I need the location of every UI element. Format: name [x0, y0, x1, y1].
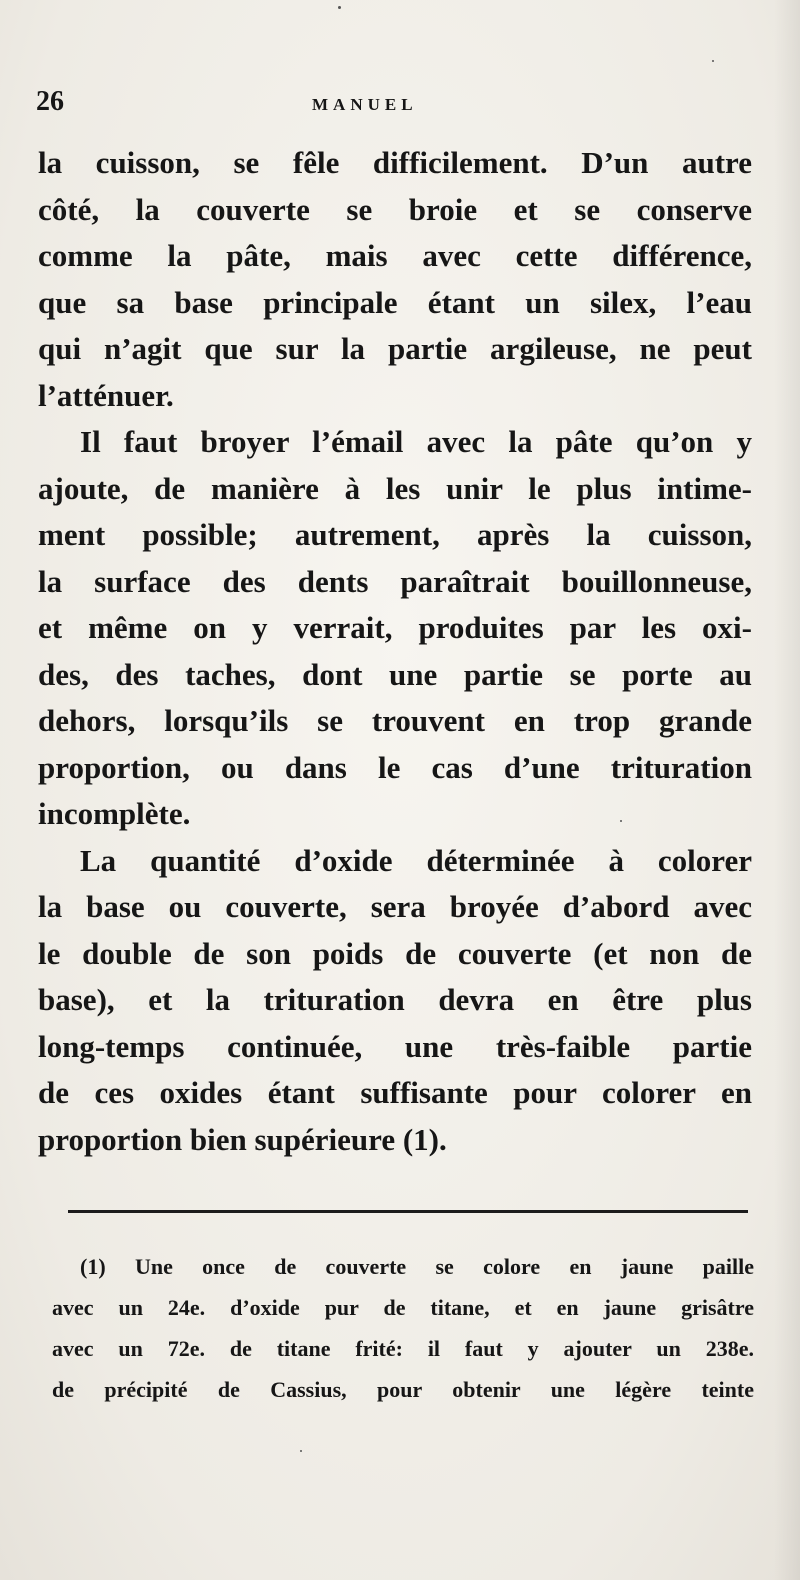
text-line: la surface des dents paraîtrait bouillonneuse, [38, 563, 752, 599]
text-line: qui n’agit que sur la partie argileuse, ne peut [38, 331, 752, 366]
text-line: le double de son poids de couverte (et non de [38, 935, 752, 971]
footnote-separator-rule [68, 1210, 748, 1213]
text-line: proportion bien supérieure (1). [38, 1121, 447, 1157]
text-line: base), et la trituration devra en être plus [38, 982, 752, 1017]
text-line: incomplète. [38, 796, 191, 831]
page-edge-shadow [774, 0, 800, 1580]
body-text [38, 140, 752, 1163]
text-line: côté, la couverte se broie et se conserve [38, 191, 752, 227]
text-line: ajoute, de manière à les unir le plus intime- [38, 470, 752, 506]
text-line: des, des taches, dont une partie se porte au [38, 656, 752, 692]
text-line: comme la pâte, mais avec cette différence, [38, 238, 752, 273]
text-line: et même on y verrait, produites par les oxi- [38, 610, 752, 645]
text-line: ment possible; autrement, après la cuisson, [38, 517, 752, 552]
text-line: la base ou couverte, sera broyée d’abord avec [38, 889, 752, 924]
text-line: proportion, ou dans le cas d’une trituration [38, 749, 752, 785]
text-line: Il faut broyer l’émail avec la pâte qu’on y [80, 424, 752, 459]
page-header [36, 86, 756, 126]
footnote-line: avec un 24e. d’oxide pur de titane, et en jaune grisâtre [52, 1295, 754, 1320]
scan-speck [300, 1450, 302, 1452]
footnote-line: de précipité de Cassius, pour obtenir une légère teinte [52, 1377, 754, 1402]
text-line: dehors, lorsqu’ils se trouvent en trop grande [38, 703, 752, 738]
footnote-line: (1) Une once de couverte se colore en jaune paille [80, 1254, 754, 1279]
text-line: La quantité d’oxide déterminée à colorer [80, 842, 752, 878]
text-line: que sa base principale étant un silex, l’eau [38, 284, 752, 320]
footnote-line: avec un 72e. de titane frité: il faut y ajouter un 238e. [52, 1336, 754, 1361]
footnote [52, 1246, 754, 1410]
running-title: MANUEL [312, 95, 418, 114]
scan-speck [338, 6, 341, 9]
text-line: la cuisson, se fêle difficilement. D’un autre [38, 145, 752, 180]
scan-speck [712, 60, 714, 62]
text-line: long-temps continuée, une très-faible partie [38, 1028, 752, 1064]
text-line: de ces oxides étant suffisante pour colorer en [38, 1075, 752, 1110]
scan-speck [620, 820, 622, 822]
text-line: l’atténuer. [38, 377, 174, 413]
page-number: 26 [36, 86, 64, 117]
